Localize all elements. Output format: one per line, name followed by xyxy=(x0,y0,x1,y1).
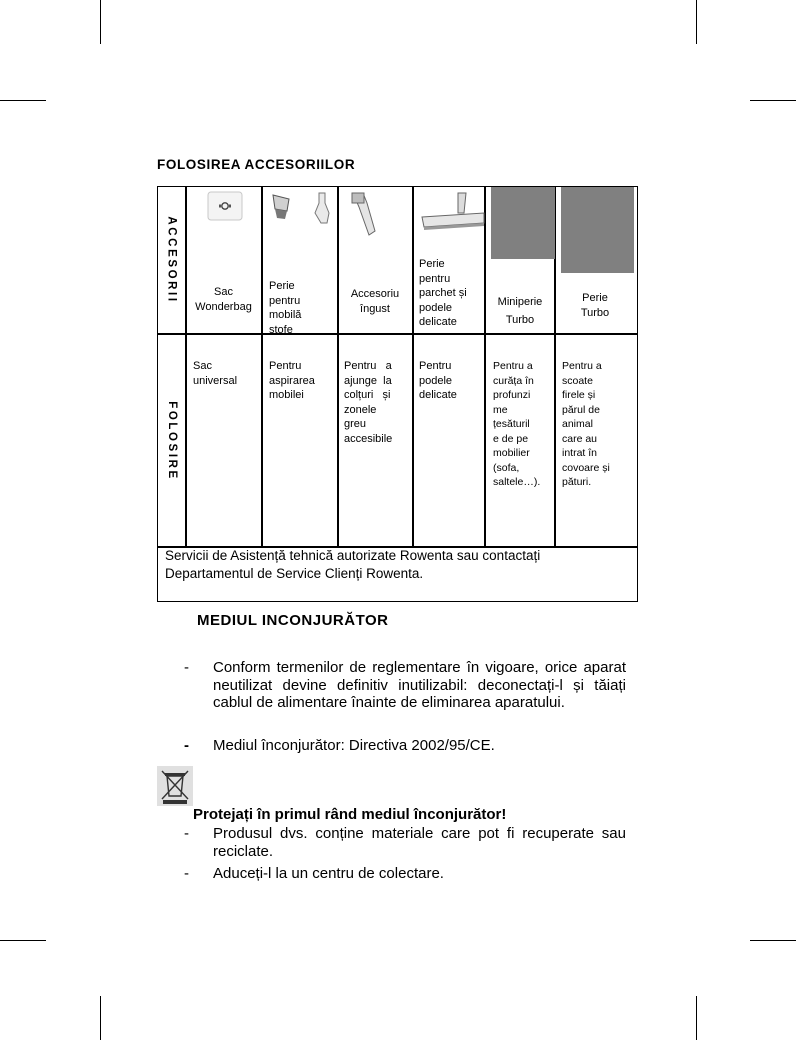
crop-mark xyxy=(696,0,697,44)
crop-mark xyxy=(0,940,46,941)
accessories-table xyxy=(157,186,638,602)
list-item: - Mediul înconjurător: Directiva 2002/95/CE. xyxy=(184,737,495,754)
crop-mark xyxy=(750,940,796,941)
crossed-bin-icon xyxy=(157,766,193,806)
row-label-usage: FOLOSIRE xyxy=(166,400,178,481)
accessory-name: Perie Turbo xyxy=(580,292,610,319)
row-label-accessories: ACCESORII xyxy=(166,216,179,304)
accessories-title: FOLOSIREA ACCESORIILOR xyxy=(157,157,356,172)
list-item: - Conform termenilor de reglementare în vigoare, orice aparat neutilizat devine definitiv inutilizabil: deconectați-l și tăiați cablul de alimentare înainte de eliminarea aparatului. xyxy=(184,659,626,711)
turbo-brush-image xyxy=(561,187,634,273)
table-divider xyxy=(261,187,263,547)
accessory-usage: Pentru a ajunge la colțuri și zonele greu accesibile xyxy=(344,360,393,445)
crop-mark xyxy=(0,100,46,101)
environment-title: MEDIUL INCONJURĂTOR xyxy=(197,612,389,629)
list-item: - Aduceți-l la un centru de colectare. xyxy=(184,865,444,882)
accessory-usage: Pentru a scoate firele și părul de animal care au intrat în covoare și pături. xyxy=(562,360,610,488)
crop-mark xyxy=(100,996,101,1040)
accessory-name: Sac Wonderbag xyxy=(195,286,252,313)
dust-bag-image xyxy=(205,189,245,223)
crevice-tool-image xyxy=(345,189,385,239)
mini-turbo-brush-image xyxy=(491,187,555,259)
table-divider xyxy=(412,187,414,547)
protect-heading: Protejați în primul rând mediul înconjurător! xyxy=(193,806,507,823)
crop-mark xyxy=(696,996,697,1040)
table-divider xyxy=(158,333,637,335)
accessory-usage: Pentru a curăța în profunzi me țesăturil e de pe mobilier (sofa, saltele…). xyxy=(493,360,541,488)
crop-mark xyxy=(100,0,101,44)
accessory-name: Perie pentru mobilă stofe xyxy=(269,280,302,336)
accessory-name: Miniperie Turbo xyxy=(497,296,543,326)
list-item: - Produsul dvs. conține materiale care pot fi recuperate sau reciclate. xyxy=(184,825,626,860)
accessory-name: Perie pentru parchet și podele delicate xyxy=(419,258,467,328)
accessory-usage: Sac universal xyxy=(193,360,238,387)
accessory-usage: Pentru aspirarea mobilei xyxy=(269,360,315,401)
parquet-brush-image xyxy=(418,189,488,239)
service-note: Servicii de Asistență tehnică autorizate Rowenta sau contactați Departamentul de Service Clienți Rowenta. xyxy=(165,548,541,581)
table-divider xyxy=(337,187,339,547)
crop-mark xyxy=(750,100,796,101)
table-divider xyxy=(484,187,486,547)
upholstery-brush-image xyxy=(267,189,337,229)
accessory-name: Accesoriu îngust xyxy=(350,288,400,315)
accessory-usage: Pentru podele delicate xyxy=(419,360,457,401)
